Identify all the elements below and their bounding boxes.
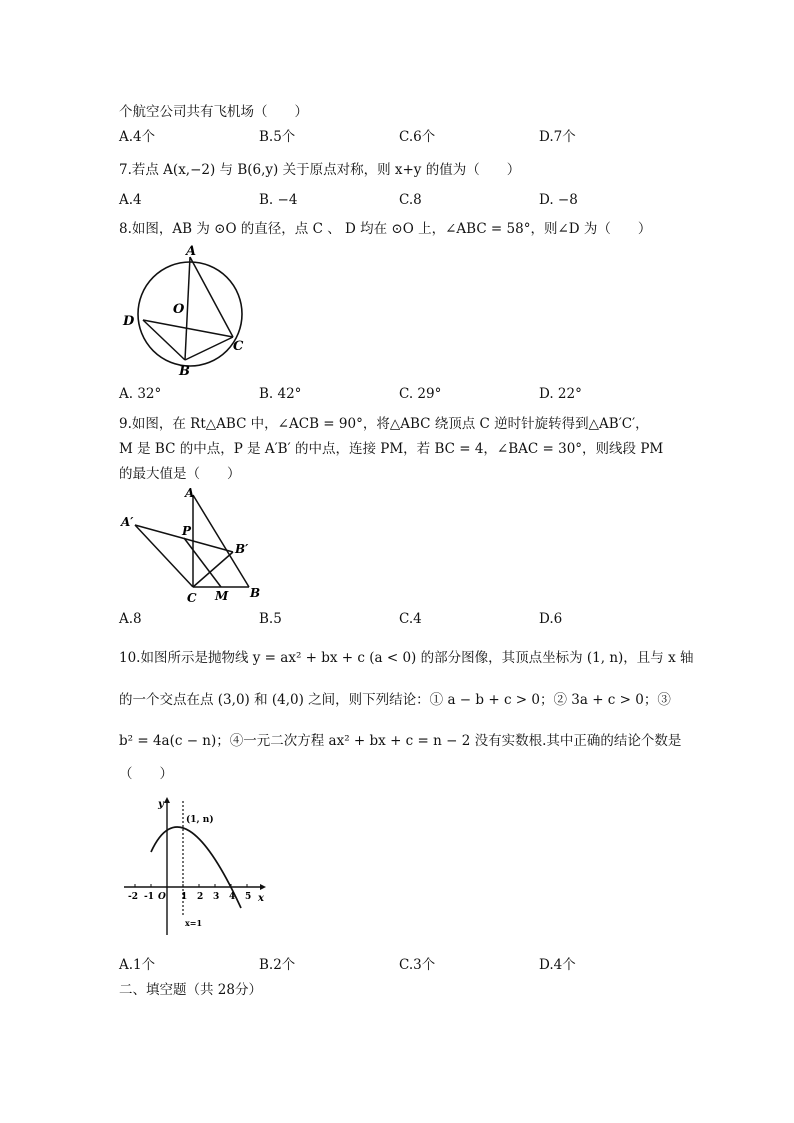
q10-stem-line1: 10.如图所示是抛物线 y = ax² + bx + c (a < 0) 的部分图像，其顶点坐标为 (1, n)，且与 x 轴 bbox=[119, 650, 694, 666]
q9-label-c: C bbox=[187, 591, 197, 605]
q8-circle-figure bbox=[115, 240, 255, 380]
q9-label-m: M bbox=[215, 589, 229, 603]
q8-label-o: O bbox=[173, 302, 185, 317]
q6-option-c: C.6个 bbox=[399, 129, 436, 145]
q7-option-d: D. −8 bbox=[539, 192, 578, 208]
q8-stem: 8.如图，AB 为 ⊙O 的直径，点 C 、 D 均在 ⊙O 上，∠ABC = 58°，则∠D 为（ ） bbox=[119, 221, 652, 237]
q10-option-c: C.3个 bbox=[399, 957, 436, 973]
q10-stem-line2: 的一个交点在点 (3,0) 和 (4,0) 之间，则下列结论：① a − b + c > 0；② 3a + c > 0；③ bbox=[119, 692, 671, 708]
q9-option-d: D.6 bbox=[539, 611, 563, 627]
q10-vertex-label: (1, n) bbox=[186, 815, 214, 825]
q10-x-axis-label: x bbox=[258, 893, 264, 904]
q6-option-b: B.5个 bbox=[259, 129, 296, 145]
q8-option-b: B. 42° bbox=[259, 386, 302, 402]
q9-stem-line2: M 是 BC 的中点，P 是 A′B′ 的中点，连接 PM，若 BC = 4，∠BAC = 30°，则线段 PM bbox=[119, 441, 664, 457]
q10-y-axis-label: y bbox=[158, 799, 164, 810]
q10-tick-label: 2 bbox=[197, 892, 204, 902]
q6-option-a: A.4个 bbox=[119, 129, 156, 145]
q10-option-d: D.4个 bbox=[539, 957, 576, 973]
q8-option-c: C. 29° bbox=[399, 386, 442, 402]
q7-option-a: A.4 bbox=[119, 192, 142, 208]
q8-label-a: A bbox=[186, 244, 197, 259]
q6-option-d: D.7个 bbox=[539, 129, 576, 145]
q10-stem-line3: b² = 4a(c − n)；④一元二次方程 ax² + bx + c = n − 2 没有实数根.其中正确的结论个数是 bbox=[119, 733, 682, 749]
q10-tick-label: 4 bbox=[229, 892, 236, 902]
q8-option-a: A. 32° bbox=[119, 386, 162, 402]
q6-stem-tail: 个航空公司共有飞机场（ ） bbox=[119, 104, 308, 120]
q10-parabola-figure bbox=[118, 795, 268, 940]
q10-tick-label: 5 bbox=[245, 892, 252, 902]
q9-label-b-prime: B′ bbox=[235, 542, 249, 556]
q9-stem-line1: 9.如图，在 Rt△ABC 中，∠ACB = 90°，将△ABC 绕顶点 C 逆时针旋转得到△AB′C′， bbox=[119, 416, 649, 432]
q9-label-b: B bbox=[250, 586, 261, 600]
q9-option-b: B.5 bbox=[259, 611, 282, 627]
q9-label-a-prime: A′ bbox=[121, 515, 134, 529]
q10-axis-line-label: x=1 bbox=[185, 918, 203, 928]
q9-stem-line3: 的最大值是（ ） bbox=[119, 466, 241, 482]
q8-label-b: B bbox=[179, 364, 190, 379]
q10-stem-line4: （ ） bbox=[119, 766, 173, 782]
q8-label-d: D bbox=[123, 314, 135, 329]
q10-tick-label: 3 bbox=[213, 892, 220, 902]
q10-tick-label: -2 bbox=[128, 892, 138, 902]
q9-option-a: A.8 bbox=[119, 611, 142, 627]
q7-option-c: C.8 bbox=[399, 192, 422, 208]
q10-tick-label: -1 bbox=[144, 892, 154, 902]
q7-stem: 7.若点 A(x,−2) 与 B(6,y) 关于原点对称，则 x+y 的值为（ ） bbox=[119, 162, 521, 178]
q9-option-c: C.4 bbox=[399, 611, 422, 627]
q9-label-p: P bbox=[182, 524, 192, 538]
q8-label-c: C bbox=[233, 339, 244, 354]
q10-origin-label: O bbox=[158, 892, 166, 902]
q10-option-a: A.1个 bbox=[119, 957, 156, 973]
q8-option-d: D. 22° bbox=[539, 386, 582, 402]
section2-title: 二、填空题（共 28分） bbox=[119, 982, 262, 998]
q9-label-a: A bbox=[185, 486, 195, 500]
q9-rotation-figure bbox=[115, 485, 275, 607]
q10-option-b: B.2个 bbox=[259, 957, 296, 973]
q7-option-b: B. −4 bbox=[259, 192, 298, 208]
q10-tick-label: 1 bbox=[181, 892, 188, 902]
